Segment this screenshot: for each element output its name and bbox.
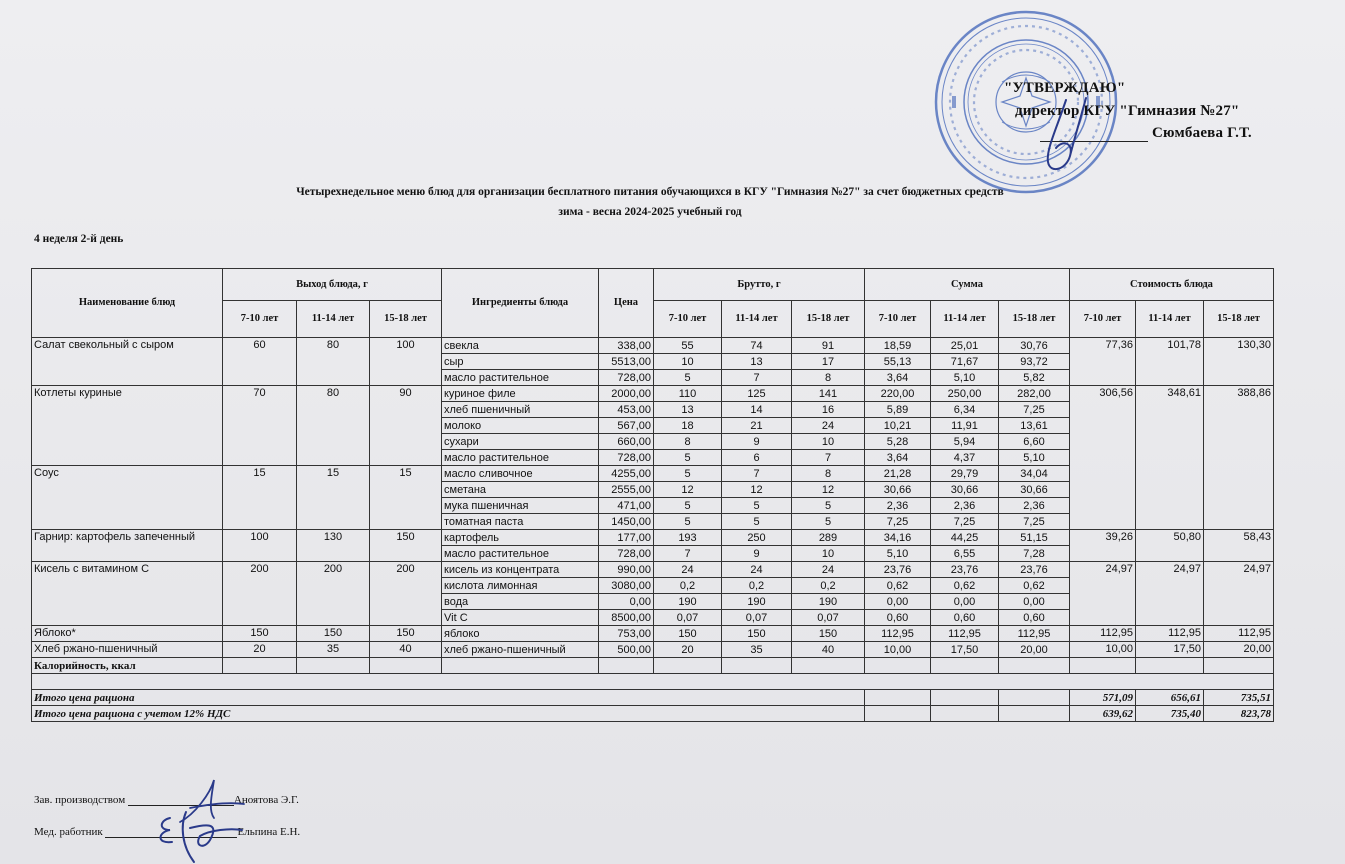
ingredient-price: 2000,00 <box>599 386 654 402</box>
ingredient-sum: 30,76 <box>999 338 1070 354</box>
dish-output: 150 <box>370 626 442 642</box>
dish-name: Салат свекольный с сыром <box>32 338 223 386</box>
header-age: 7-10 лет <box>865 301 931 338</box>
ingredient-brutto: 13 <box>654 402 722 418</box>
ingredient-price: 660,00 <box>599 434 654 450</box>
ingredient-sum: 29,79 <box>931 466 999 482</box>
ingredient-name: кислота лимонная <box>442 578 599 594</box>
ingredient-sum: 55,13 <box>865 354 931 370</box>
dish-output: 130 <box>297 530 370 562</box>
ingredient-name: хлеб пшеничный <box>442 402 599 418</box>
total-value: 571,09 <box>1070 690 1136 706</box>
ingredient-name: масло растительное <box>442 450 599 466</box>
ingredient-sum: 5,28 <box>865 434 931 450</box>
ingredient-brutto: 7 <box>722 370 792 386</box>
ingredient-price: 728,00 <box>599 450 654 466</box>
ingredient-sum: 3,64 <box>865 370 931 386</box>
document-subtitle: зима - весна 2024-2025 учебный год <box>558 206 742 218</box>
ingredient-price: 453,00 <box>599 402 654 418</box>
ingredient-brutto: 12 <box>654 482 722 498</box>
ingredient-sum: 7,25 <box>999 402 1070 418</box>
ingredient-sum: 5,10 <box>931 370 999 386</box>
ingredient-brutto: 190 <box>792 594 865 610</box>
dish-cost: 20,00 <box>1204 642 1274 658</box>
ingredient-brutto: 125 <box>722 386 792 402</box>
ingredient-price: 3080,00 <box>599 578 654 594</box>
ingredient-price: 471,00 <box>599 498 654 514</box>
ingredient-sum: 0,00 <box>999 594 1070 610</box>
ingredient-brutto: 24 <box>792 562 865 578</box>
ingredient-sum: 7,28 <box>999 546 1070 562</box>
header-age: 7-10 лет <box>223 301 297 338</box>
header-age: 11-14 лет <box>1136 301 1204 338</box>
ingredient-brutto: 9 <box>722 546 792 562</box>
ingredient-brutto: 8 <box>792 370 865 386</box>
header-age: 11-14 лет <box>297 301 370 338</box>
ingredient-brutto: 13 <box>722 354 792 370</box>
dish-output: 35 <box>297 642 370 658</box>
dish-output: 150 <box>297 626 370 642</box>
ingredient-name: томатная паста <box>442 514 599 530</box>
ingredient-name: масло растительное <box>442 370 599 386</box>
ingredient-brutto: 5 <box>792 514 865 530</box>
ingredient-sum: 7,25 <box>931 514 999 530</box>
ingredient-name: сметана <box>442 482 599 498</box>
approval-heading: "УТВЕРЖДАЮ" <box>1004 80 1126 96</box>
ingredient-brutto: 190 <box>722 594 792 610</box>
menu-row <box>32 626 1274 642</box>
ingredient-sum: 25,01 <box>931 338 999 354</box>
dish-cost: 101,78 <box>1136 338 1204 386</box>
dish-cost: 17,50 <box>1136 642 1204 658</box>
ingredient-sum: 0,62 <box>931 578 999 594</box>
ingredient-sum: 6,60 <box>999 434 1070 450</box>
dish-cost: 77,36 <box>1070 338 1136 386</box>
ingredient-sum: 112,95 <box>865 626 931 642</box>
ingredient-brutto: 35 <box>722 642 792 658</box>
ingredient-brutto: 12 <box>792 482 865 498</box>
dish-cost: 58,43 <box>1204 530 1274 562</box>
ingredient-sum: 34,16 <box>865 530 931 546</box>
ingredient-sum: 112,95 <box>931 626 999 642</box>
total-vat-label: Итого цена рациона с учетом 12% НДС <box>32 706 865 722</box>
ingredient-brutto: 250 <box>722 530 792 546</box>
ingredient-price: 2555,00 <box>599 482 654 498</box>
header-age: 7-10 лет <box>1070 301 1136 338</box>
dish-cost: 112,95 <box>1204 626 1274 642</box>
ingredient-brutto: 0,2 <box>654 578 722 594</box>
header-output: Выход блюда, г <box>223 269 442 301</box>
header-age: 15-18 лет <box>999 301 1070 338</box>
ingredient-brutto: 190 <box>654 594 722 610</box>
ingredient-name: молоко <box>442 418 599 434</box>
menu-row <box>32 530 1274 546</box>
ingredient-sum: 71,67 <box>931 354 999 370</box>
ingredient-brutto: 150 <box>722 626 792 642</box>
ingredient-sum: 0,60 <box>931 610 999 626</box>
ingredient-sum: 112,95 <box>999 626 1070 642</box>
dish-cost: 24,97 <box>1204 562 1274 626</box>
ingredient-brutto: 5 <box>654 466 722 482</box>
ingredient-brutto: 7 <box>722 466 792 482</box>
ingredient-brutto: 5 <box>792 498 865 514</box>
ingredient-sum: 282,00 <box>999 386 1070 402</box>
ingredient-price: 177,00 <box>599 530 654 546</box>
ingredient-sum: 7,25 <box>865 514 931 530</box>
ingredient-name: сухари <box>442 434 599 450</box>
menu-footer <box>32 658 1274 722</box>
total-vat-value: 735,40 <box>1136 706 1204 722</box>
ingredient-brutto: 14 <box>722 402 792 418</box>
ingredient-price: 728,00 <box>599 546 654 562</box>
ingredient-brutto: 12 <box>722 482 792 498</box>
ingredient-brutto: 5 <box>722 498 792 514</box>
dish-cost: 130,30 <box>1204 338 1274 386</box>
dish-output: 40 <box>370 642 442 658</box>
dish-output: 20 <box>223 642 297 658</box>
dish-name: Соус <box>32 466 223 530</box>
ingredient-brutto: 0,2 <box>792 578 865 594</box>
ingredient-sum: 23,76 <box>865 562 931 578</box>
ingredient-sum: 10,21 <box>865 418 931 434</box>
ingredient-sum: 30,66 <box>931 482 999 498</box>
ingredient-brutto: 193 <box>654 530 722 546</box>
ingredient-sum: 0,00 <box>931 594 999 610</box>
total-value: 656,61 <box>1136 690 1204 706</box>
ingredient-sum: 21,28 <box>865 466 931 482</box>
approval-name: Сюмбаева Г.Т. <box>1152 125 1252 141</box>
ingredient-sum: 6,55 <box>931 546 999 562</box>
ingredient-sum: 2,36 <box>865 498 931 514</box>
ingredient-brutto: 91 <box>792 338 865 354</box>
ingredient-sum: 4,37 <box>931 450 999 466</box>
ingredient-sum: 30,66 <box>999 482 1070 498</box>
dish-output: 15 <box>370 466 442 530</box>
menu-row <box>32 642 1274 658</box>
ingredient-sum: 0,60 <box>999 610 1070 626</box>
ingredient-name: мука пшеничная <box>442 498 599 514</box>
dish-output: 150 <box>370 530 442 562</box>
menu-table <box>31 268 1274 722</box>
ingredient-brutto: 141 <box>792 386 865 402</box>
total-vat-value: 823,78 <box>1204 706 1274 722</box>
ingredient-sum: 13,61 <box>999 418 1070 434</box>
ingredient-brutto: 150 <box>792 626 865 642</box>
ingredient-brutto: 0,07 <box>654 610 722 626</box>
ingredient-sum: 2,36 <box>999 498 1070 514</box>
ingredient-brutto: 6 <box>722 450 792 466</box>
ingredient-brutto: 55 <box>654 338 722 354</box>
ingredient-brutto: 9 <box>722 434 792 450</box>
dish-cost: 24,97 <box>1070 562 1136 626</box>
ingredient-price: 4255,00 <box>599 466 654 482</box>
ingredient-name: кисель из концентрата <box>442 562 599 578</box>
dish-output: 200 <box>297 562 370 626</box>
ingredient-sum: 0,62 <box>999 578 1070 594</box>
ingredient-sum: 5,82 <box>999 370 1070 386</box>
ingredient-name: сыр <box>442 354 599 370</box>
ingredient-price: 1450,00 <box>599 514 654 530</box>
total-label: Итого цена рациона <box>32 690 865 706</box>
ingredient-price: 338,00 <box>599 338 654 354</box>
header-brutto: Брутто, г <box>654 269 865 301</box>
ingredient-price: 753,00 <box>599 626 654 642</box>
dish-output: 70 <box>223 386 297 466</box>
header-age: 15-18 лет <box>370 301 442 338</box>
dish-name: Гарнир: картофель запеченный <box>32 530 223 562</box>
ingredient-brutto: 40 <box>792 642 865 658</box>
ingredient-brutto: 24 <box>722 562 792 578</box>
production-name: Аноятова Э.Г. <box>233 794 299 806</box>
ingredient-sum: 6,34 <box>931 402 999 418</box>
header-ingredients: Ингредиенты блюда <box>442 269 599 338</box>
menu-row <box>32 338 1274 354</box>
dish-cost: 112,95 <box>1070 626 1136 642</box>
dish-output: 15 <box>223 466 297 530</box>
ingredient-sum: 5,10 <box>999 450 1070 466</box>
ingredient-price: 5513,00 <box>599 354 654 370</box>
ingredient-brutto: 10 <box>792 434 865 450</box>
ingredient-name: куриное филе <box>442 386 599 402</box>
ingredient-brutto: 10 <box>654 354 722 370</box>
ingredient-name: Vit C <box>442 610 599 626</box>
ingredient-name: свекла <box>442 338 599 354</box>
ingredient-brutto: 5 <box>654 450 722 466</box>
ingredient-sum: 18,59 <box>865 338 931 354</box>
dish-cost: 306,56 <box>1070 386 1136 530</box>
dish-output: 80 <box>297 338 370 386</box>
ingredient-sum: 5,10 <box>865 546 931 562</box>
ingredient-name: масло сливочное <box>442 466 599 482</box>
ingredient-brutto: 5 <box>654 370 722 386</box>
total-value: 735,51 <box>1204 690 1274 706</box>
ingredient-brutto: 18 <box>654 418 722 434</box>
ingredient-sum: 10,00 <box>865 642 931 658</box>
dish-output: 100 <box>223 530 297 562</box>
ingredient-sum: 23,76 <box>931 562 999 578</box>
dish-output: 200 <box>370 562 442 626</box>
ingredient-name: масло растительное <box>442 546 599 562</box>
dish-output: 90 <box>370 386 442 466</box>
ingredient-sum: 20,00 <box>999 642 1070 658</box>
dish-cost: 348,61 <box>1136 386 1204 530</box>
dish-cost: 24,97 <box>1136 562 1204 626</box>
ingredient-brutto: 150 <box>654 626 722 642</box>
production-signature-line <box>34 794 299 806</box>
ingredient-sum: 17,50 <box>931 642 999 658</box>
ingredient-sum: 44,25 <box>931 530 999 546</box>
dish-cost: 388,86 <box>1204 386 1274 530</box>
dish-output: 80 <box>297 386 370 466</box>
dish-name: Яблоко* <box>32 626 223 642</box>
ingredient-sum: 7,25 <box>999 514 1070 530</box>
dish-output: 60 <box>223 338 297 386</box>
ingredient-brutto: 8 <box>792 466 865 482</box>
total-row <box>32 690 1274 706</box>
ingredient-brutto: 7 <box>654 546 722 562</box>
medical-signature <box>150 806 250 864</box>
ingredient-sum: 5,89 <box>865 402 931 418</box>
ingredient-brutto: 20 <box>654 642 722 658</box>
ingredient-brutto: 5 <box>654 514 722 530</box>
ingredient-sum: 3,64 <box>865 450 931 466</box>
medical-role: Мед. работник <box>34 826 103 838</box>
header-sum: Сумма <box>865 269 1070 301</box>
ingredient-sum: 5,94 <box>931 434 999 450</box>
total-vat-value: 639,62 <box>1070 706 1136 722</box>
ingredient-price: 0,00 <box>599 594 654 610</box>
ingredient-price: 8500,00 <box>599 610 654 626</box>
total-vat-row <box>32 706 1274 722</box>
dish-output: 100 <box>370 338 442 386</box>
ingredient-brutto: 8 <box>654 434 722 450</box>
menu-row <box>32 562 1274 578</box>
approval-position: директор КГУ "Гимназия №27" <box>1015 103 1240 119</box>
header-age: 11-14 лет <box>931 301 999 338</box>
ingredient-brutto: 21 <box>722 418 792 434</box>
dish-cost: 50,80 <box>1136 530 1204 562</box>
ingredient-sum: 34,04 <box>999 466 1070 482</box>
ingredient-brutto: 0,07 <box>792 610 865 626</box>
ingredient-price: 567,00 <box>599 418 654 434</box>
menu-body <box>32 338 1274 658</box>
dish-output: 150 <box>223 626 297 642</box>
ingredient-sum: 93,72 <box>999 354 1070 370</box>
ingredient-price: 728,00 <box>599 370 654 386</box>
dish-output: 15 <box>297 466 370 530</box>
header-age: 7-10 лет <box>654 301 722 338</box>
ingredient-brutto: 0,2 <box>722 578 792 594</box>
header-cost: Стоимость блюда <box>1070 269 1274 301</box>
dish-name: Кисель с витамином С <box>32 562 223 626</box>
director-signature <box>1026 90 1104 180</box>
ingredient-name: картофель <box>442 530 599 546</box>
header-age: 15-18 лет <box>792 301 865 338</box>
ingredient-sum: 51,15 <box>999 530 1070 546</box>
ingredient-sum: 30,66 <box>865 482 931 498</box>
ingredient-price: 990,00 <box>599 562 654 578</box>
ingredient-brutto: 5 <box>722 514 792 530</box>
ingredient-brutto: 110 <box>654 386 722 402</box>
header-age: 11-14 лет <box>722 301 792 338</box>
production-role: Зав. производством <box>34 794 126 806</box>
ingredient-brutto: 24 <box>654 562 722 578</box>
menu-row <box>32 386 1274 402</box>
ingredient-sum: 220,00 <box>865 386 931 402</box>
ingredient-sum: 0,62 <box>865 578 931 594</box>
ingredient-brutto: 5 <box>654 498 722 514</box>
document-title: Четырехнедельное меню блюд для организации бесплатного питания обучающихся в КГУ "Гимназия №27" за счет бюджетных средств <box>296 186 1004 198</box>
ingredient-brutto: 7 <box>792 450 865 466</box>
ingredient-name: вода <box>442 594 599 610</box>
dish-name: Котлеты куриные <box>32 386 223 466</box>
dish-cost: 112,95 <box>1136 626 1204 642</box>
ingredient-brutto: 0,07 <box>722 610 792 626</box>
medical-name: Ельпина Е.Н. <box>237 826 301 838</box>
calories-label: Калорийность, ккал <box>32 658 223 674</box>
dish-output: 200 <box>223 562 297 626</box>
ingredient-sum: 0,00 <box>865 594 931 610</box>
ingredient-brutto: 289 <box>792 530 865 546</box>
ingredient-brutto: 24 <box>792 418 865 434</box>
ingredient-brutto: 16 <box>792 402 865 418</box>
ingredient-brutto: 17 <box>792 354 865 370</box>
ingredient-name: хлеб ржано-пшеничный <box>442 642 599 658</box>
ingredient-price: 500,00 <box>599 642 654 658</box>
ingredient-sum: 0,60 <box>865 610 931 626</box>
ingredient-sum: 2,36 <box>931 498 999 514</box>
ingredient-brutto: 10 <box>792 546 865 562</box>
ingredient-brutto: 74 <box>722 338 792 354</box>
ingredient-sum: 250,00 <box>931 386 999 402</box>
week-label: 4 неделя 2-й день <box>34 233 124 245</box>
header-dish-name: Наименование блюд <box>32 269 223 338</box>
ingredient-sum: 11,91 <box>931 418 999 434</box>
ingredient-sum: 23,76 <box>999 562 1070 578</box>
header-age: 15-18 лет <box>1204 301 1274 338</box>
ingredient-name: яблоко <box>442 626 599 642</box>
header-price: Цена <box>599 269 654 338</box>
dish-cost: 39,26 <box>1070 530 1136 562</box>
dish-cost: 10,00 <box>1070 642 1136 658</box>
dish-name: Хлеб ржано-пшеничный <box>32 642 223 658</box>
